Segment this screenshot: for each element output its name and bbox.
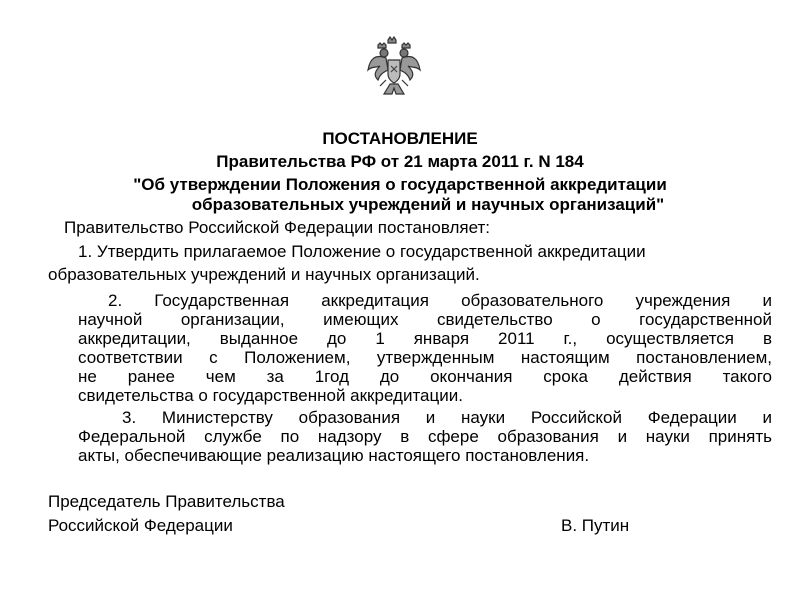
paragraph-3-line: акты, обеспечивающие реализацию настоящего постановления. bbox=[78, 446, 590, 465]
document-subtitle: Правительства РФ от 21 марта 2011 г. N 184 bbox=[216, 152, 584, 171]
document-title: ПОСТАНОВЛЕНИЕ bbox=[322, 129, 478, 148]
paragraph-2-line: не ранее чем за 1год до окончания срока действия такого bbox=[78, 367, 772, 386]
paragraph-3 bbox=[78, 408, 772, 465]
paragraph-2-line: научной организации, имеющих свидетельство о государственной bbox=[78, 310, 772, 329]
paragraph-2-line: соответствии с Положением, утвержденным настоящим постановлением, bbox=[78, 348, 772, 367]
paragraph-3-line: 3. Министерству образования и науки Российской Федерации и bbox=[122, 408, 772, 427]
signature-position-line-2: Российской Федерации bbox=[48, 516, 233, 535]
paragraph-1-line-1: 1. Утвердить прилагаемое Положение о государственной аккредитации bbox=[78, 242, 646, 261]
signature-position-line-1: Председатель Правительства bbox=[48, 492, 285, 511]
signature-name: В. Путин bbox=[561, 516, 630, 535]
paragraph-2 bbox=[78, 291, 772, 405]
paragraph-1-line-2: образовательных учреждений и научных организаций. bbox=[48, 265, 480, 284]
intro-text: Правительство Российской Федерации постановляет: bbox=[64, 218, 491, 237]
paragraph-2-line: аккредитации, выданное до 1 января 2011 г., осуществляется в bbox=[78, 329, 772, 348]
paragraph-2-line: свидетельства о государственной аккредитации. bbox=[78, 386, 463, 405]
paragraph-3-line: Федеральной службе по надзору в сфере образования и науки принять bbox=[78, 427, 772, 446]
document-name-line-2: образовательных учреждений и научных организаций" bbox=[191, 195, 665, 214]
paragraph-2-line: 2. Государственная аккредитация образовательного учреждения и bbox=[108, 291, 772, 310]
coat-of-arms-icon bbox=[366, 36, 422, 100]
document-name-line-1: "Об утверждении Положения о государственной аккредитации bbox=[133, 175, 667, 194]
